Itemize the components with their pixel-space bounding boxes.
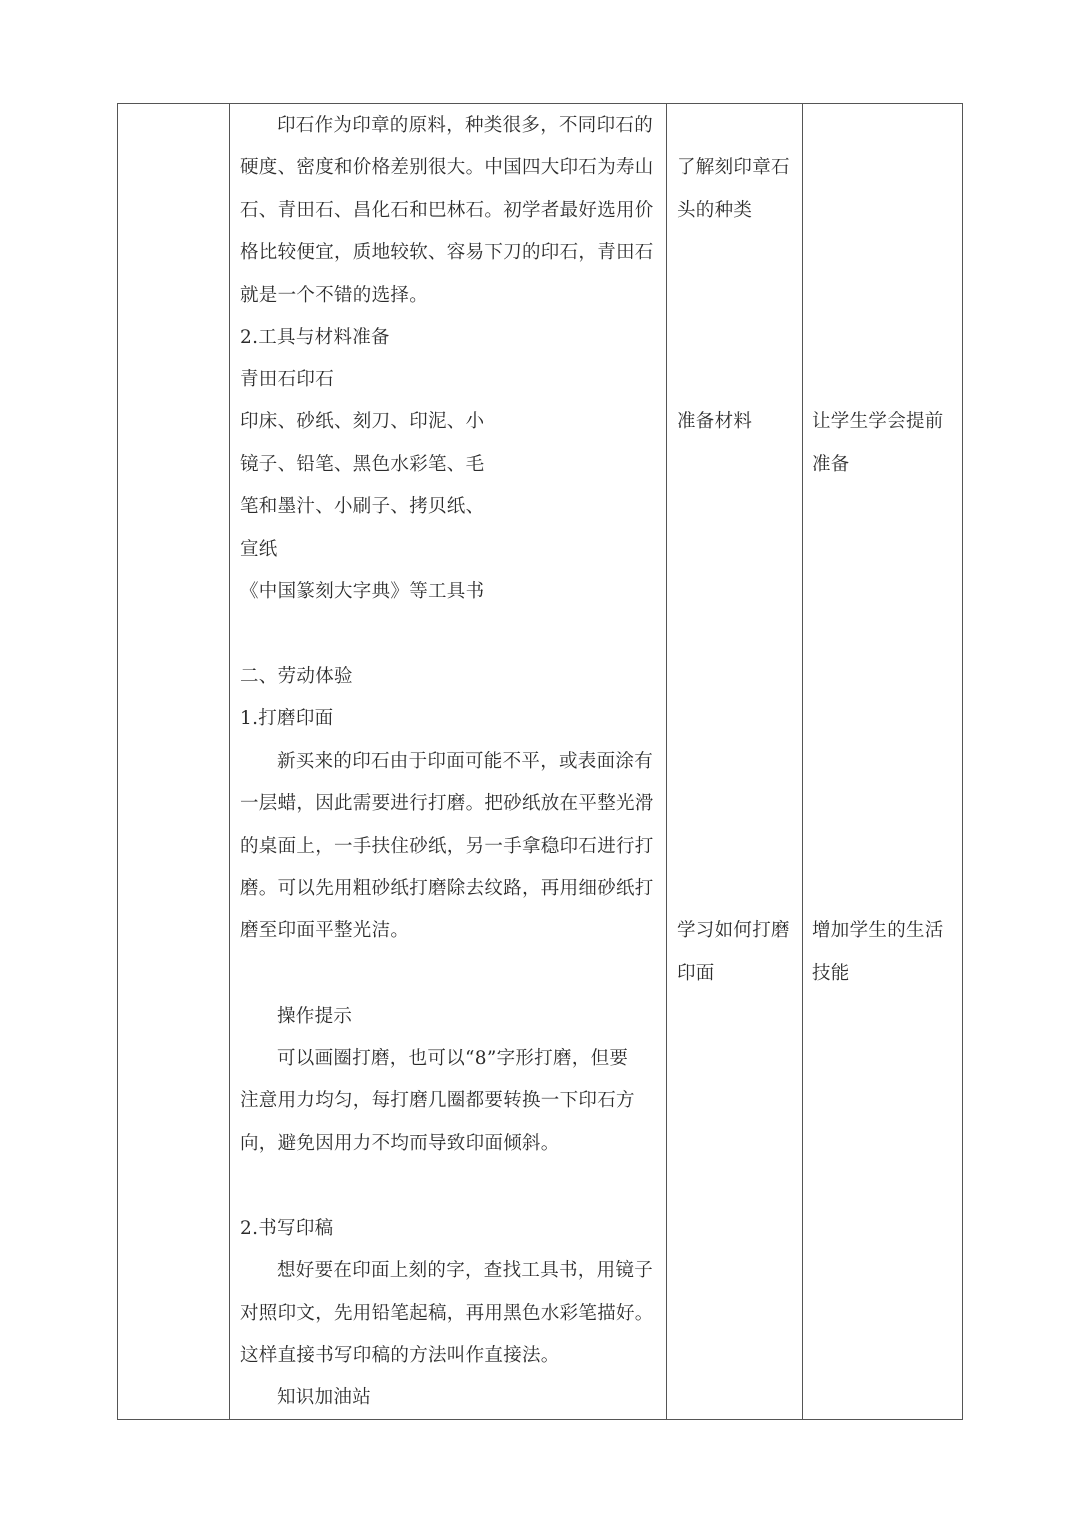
intent-line: 准备 <box>812 454 850 475</box>
content-line: 这样直接书写印稿的方法叫作直接法。 <box>240 1345 560 1366</box>
content-line: 印床、砂纸、刻刀、印泥、小 <box>240 411 485 432</box>
content-line: 镜子、铅笔、黑色水彩笔、毛 <box>240 454 485 475</box>
content-line: 磨至印面平整光洁。 <box>240 920 410 941</box>
content-line: 就是一个不错的选择。 <box>240 285 429 306</box>
content-line: 对照印文，先用铅笔起稿，再用黑色水彩笔描好。 <box>240 1303 654 1324</box>
content-line: 印石作为印章的原料，种类很多，不同印石的 <box>277 115 654 136</box>
activity-line: 准备材料 <box>677 411 753 432</box>
activity-line: 了解刻印章石 <box>677 157 790 178</box>
content-line: 石、青田石、昌化石和巴林石。初学者最好选用价 <box>240 200 654 221</box>
content-line: 笔和墨汁、小刷子、拷贝纸、 <box>240 496 485 517</box>
intent-line: 增加学生的生活 <box>812 920 944 941</box>
content-line: 磨。可以先用粗砂纸打磨除去纹路，再用细砂纸打 <box>240 878 654 899</box>
content-line: 一层蜡，因此需要进行打磨。把砂纸放在平整光滑 <box>240 793 654 814</box>
content-line: 操作提示 <box>277 1006 353 1027</box>
activity-line: 印面 <box>677 963 715 984</box>
content-line: 硬度、密度和价格差别很大。中国四大印石为寿山 <box>240 157 654 178</box>
content-line: 宣纸 <box>240 539 278 560</box>
content-line: 青田石印石 <box>240 369 335 390</box>
content-line: 格比较便宜，质地较软、容易下刀的印石，青田石 <box>240 242 654 263</box>
column-divider-1 <box>229 104 230 1419</box>
content-line: 2.书写印稿 <box>240 1218 334 1239</box>
content-line: 向，避免因用力不均而导致印面倾斜。 <box>240 1133 560 1154</box>
content-line: 1.打磨印面 <box>240 708 334 729</box>
content-line: 2.工具与材料准备 <box>240 327 390 348</box>
intent-line: 技能 <box>812 963 850 984</box>
activity-line: 头的种类 <box>677 200 753 221</box>
content-line: 新买来的印石由于印面可能不平，或表面涂有 <box>277 751 654 772</box>
column-divider-3 <box>802 104 803 1419</box>
column-divider-2 <box>666 104 667 1419</box>
content-line: 想好要在印面上刻的字，查找工具书，用镜子 <box>277 1260 654 1281</box>
content-line: 的桌面上，一手扶住砂纸，另一手拿稳印石进行打 <box>240 836 654 857</box>
content-line: 注意用力均匀，每打磨几圈都要转换一下印石方 <box>240 1090 635 1111</box>
activity-line: 学习如何打磨 <box>677 920 790 941</box>
content-line: 二、劳动体验 <box>240 666 353 687</box>
intent-line: 让学生学会提前 <box>812 411 944 432</box>
content-line: 知识加油站 <box>277 1387 372 1408</box>
content-line: 《中国篆刻大字典》等工具书 <box>240 581 485 602</box>
content-line: 可以画圈打磨，也可以“8”字形打磨，但要 <box>277 1048 629 1069</box>
